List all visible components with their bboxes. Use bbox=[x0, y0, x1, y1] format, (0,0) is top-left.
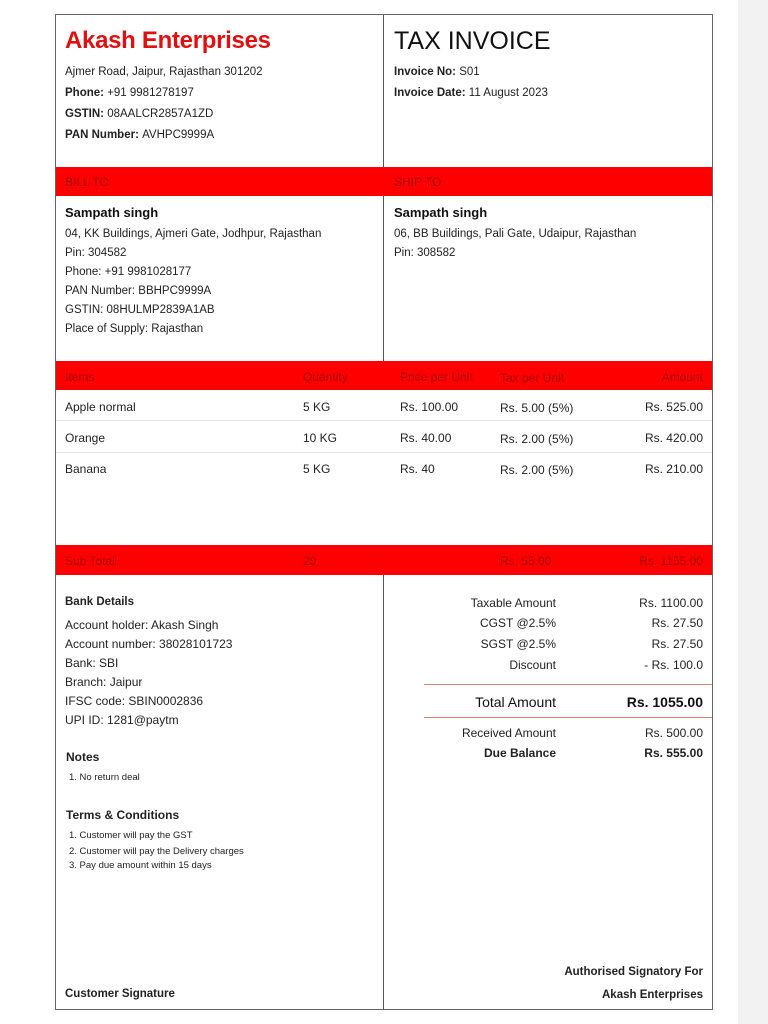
taxable-amount-label: Taxable Amount bbox=[470, 596, 556, 610]
row-divider bbox=[56, 452, 712, 453]
customer-signature-label: Customer Signature bbox=[65, 988, 175, 1000]
terms-item: 1. Customer will pay the GST bbox=[69, 830, 193, 841]
bill-to-gstin: GSTIN: 08HULMP2839A1AB bbox=[65, 304, 215, 316]
table-row-1-qty: 5 KG bbox=[303, 400, 331, 414]
bank-ifsc: IFSC code: SBIN0002836 bbox=[65, 694, 204, 708]
bill-to-name: Sampath singh bbox=[65, 205, 159, 220]
col-header-price: Price per Unit bbox=[400, 370, 473, 384]
bank-account-number: Account number: 38028101723 bbox=[65, 637, 233, 651]
authorised-signatory-label: Authorised Signatory For bbox=[564, 966, 703, 978]
terms-item: 2. Customer will pay the Delivery charges bbox=[69, 846, 244, 857]
bank-branch: Branch: Jaipur bbox=[65, 675, 143, 689]
bill-to-phone: Phone: +91 9981028177 bbox=[65, 266, 192, 278]
cgst-value: Rs. 27.50 bbox=[651, 616, 703, 630]
subtotal-bar bbox=[56, 545, 712, 575]
header-divider bbox=[383, 15, 384, 167]
bill-to-pin: Pin: 304582 bbox=[65, 247, 127, 259]
table-row-3-tax: Rs. 2.00 (5%) bbox=[500, 463, 574, 477]
company-name: Akash Enterprises bbox=[65, 27, 271, 54]
total-amount-value: Rs. 1055.00 bbox=[626, 694, 703, 710]
address-divider bbox=[383, 196, 384, 361]
seller-pan: PAN Number: AVHPC9999A bbox=[65, 129, 215, 141]
col-header-quantity: Quantity bbox=[303, 370, 348, 384]
bill-to-pan: PAN Number: BBHPC9999A bbox=[65, 285, 212, 297]
subtotal-tax: Rs. 55.00 bbox=[500, 554, 552, 568]
invoice-document bbox=[55, 14, 713, 1010]
total-divider-top bbox=[424, 684, 712, 685]
bill-to-heading: BILL TO bbox=[65, 175, 109, 189]
received-amount-value: Rs. 500.00 bbox=[644, 726, 703, 740]
due-balance-value: Rs. 555.00 bbox=[644, 746, 703, 760]
table-row-1-item: Apple normal bbox=[65, 400, 136, 414]
subtotal-label: Sub Total bbox=[65, 554, 115, 568]
notes-item: 1. No return deal bbox=[69, 772, 140, 783]
received-amount-label: Received Amount bbox=[461, 726, 556, 740]
table-row-1-price: Rs. 100.00 bbox=[400, 400, 459, 414]
total-divider-bottom bbox=[424, 717, 712, 718]
row-divider bbox=[56, 420, 712, 421]
ship-to-pin: Pin: 308582 bbox=[394, 247, 456, 259]
due-balance-label: Due Balance bbox=[483, 746, 556, 760]
invoice-number: Invoice No: S01 bbox=[394, 66, 480, 78]
table-row-1-amount: Rs. 525.00 bbox=[644, 400, 703, 414]
table-row-3-qty: 5 KG bbox=[303, 462, 331, 476]
sgst-value: Rs. 27.50 bbox=[651, 637, 703, 651]
taxable-amount-value: Rs. 1100.00 bbox=[639, 596, 703, 610]
bank-account-holder: Account holder: Akash Singh bbox=[65, 618, 219, 632]
col-header-items: Items bbox=[65, 370, 95, 384]
ship-to-address: 06, BB Buildings, Pali Gate, Udaipur, Rajasthan bbox=[394, 228, 637, 240]
subtotal-amount: Rs. 1155.00 bbox=[639, 554, 703, 568]
authorised-company-name: Akash Enterprises bbox=[602, 989, 703, 1001]
items-header-bar bbox=[56, 361, 712, 390]
notes-heading: Notes bbox=[66, 750, 100, 764]
table-row-2-qty: 10 KG bbox=[303, 431, 338, 445]
ship-to-heading: SHIP TO bbox=[394, 175, 442, 189]
table-row-3-amount: Rs. 210.00 bbox=[644, 462, 703, 476]
bank-name: Bank: SBI bbox=[65, 656, 119, 670]
invoice-date: Invoice Date: 11 August 2023 bbox=[394, 87, 548, 99]
subtotal-quantity: 20 bbox=[303, 554, 317, 568]
seller-address: Ajmer Road, Jaipur, Rajasthan 301202 bbox=[65, 66, 263, 78]
footer-divider bbox=[383, 575, 384, 1010]
bank-details-heading: Bank Details bbox=[65, 596, 135, 608]
table-row-2-amount: Rs. 420.00 bbox=[644, 431, 703, 445]
bank-upi: UPI ID: 1281@paytm bbox=[65, 713, 179, 727]
table-row-2-item: Orange bbox=[65, 431, 106, 445]
col-header-tax: Tax per Unit bbox=[500, 371, 565, 385]
invoice-title: TAX INVOICE bbox=[394, 27, 551, 55]
table-row-2-tax: Rs. 2.00 (5%) bbox=[500, 432, 574, 446]
ship-to-name: Sampath singh bbox=[394, 205, 488, 220]
bill-to-place-of-supply: Place of Supply: Rajasthan bbox=[65, 323, 204, 335]
table-row-2-price: Rs. 40.00 bbox=[400, 431, 452, 445]
terms-item: 3. Pay due amount within 15 days bbox=[69, 860, 212, 871]
bill-to-address: 04, KK Buildings, Ajmeri Gate, Jodhpur, Rajasthan bbox=[65, 228, 322, 240]
col-header-amount: Amount bbox=[661, 370, 703, 384]
seller-gstin: GSTIN: 08AALCR2857A1ZD bbox=[65, 108, 214, 120]
terms-heading: Terms & Conditions bbox=[66, 808, 180, 822]
address-header-bar bbox=[56, 167, 712, 196]
table-row-3-item: Banana bbox=[65, 462, 107, 476]
sgst-label: SGST @2.5% bbox=[480, 637, 556, 651]
discount-value: - Rs. 100.0 bbox=[644, 658, 703, 672]
cgst-label: CGST @2.5% bbox=[480, 616, 556, 630]
discount-label: Discount bbox=[509, 658, 556, 672]
table-row-1-tax: Rs. 5.00 (5%) bbox=[500, 401, 574, 415]
total-amount-label: Total Amount bbox=[475, 694, 556, 710]
page-margin bbox=[738, 0, 768, 1024]
table-row-3-price: Rs. 40 bbox=[400, 462, 435, 476]
seller-phone: Phone: +91 9981278197 bbox=[65, 87, 194, 99]
